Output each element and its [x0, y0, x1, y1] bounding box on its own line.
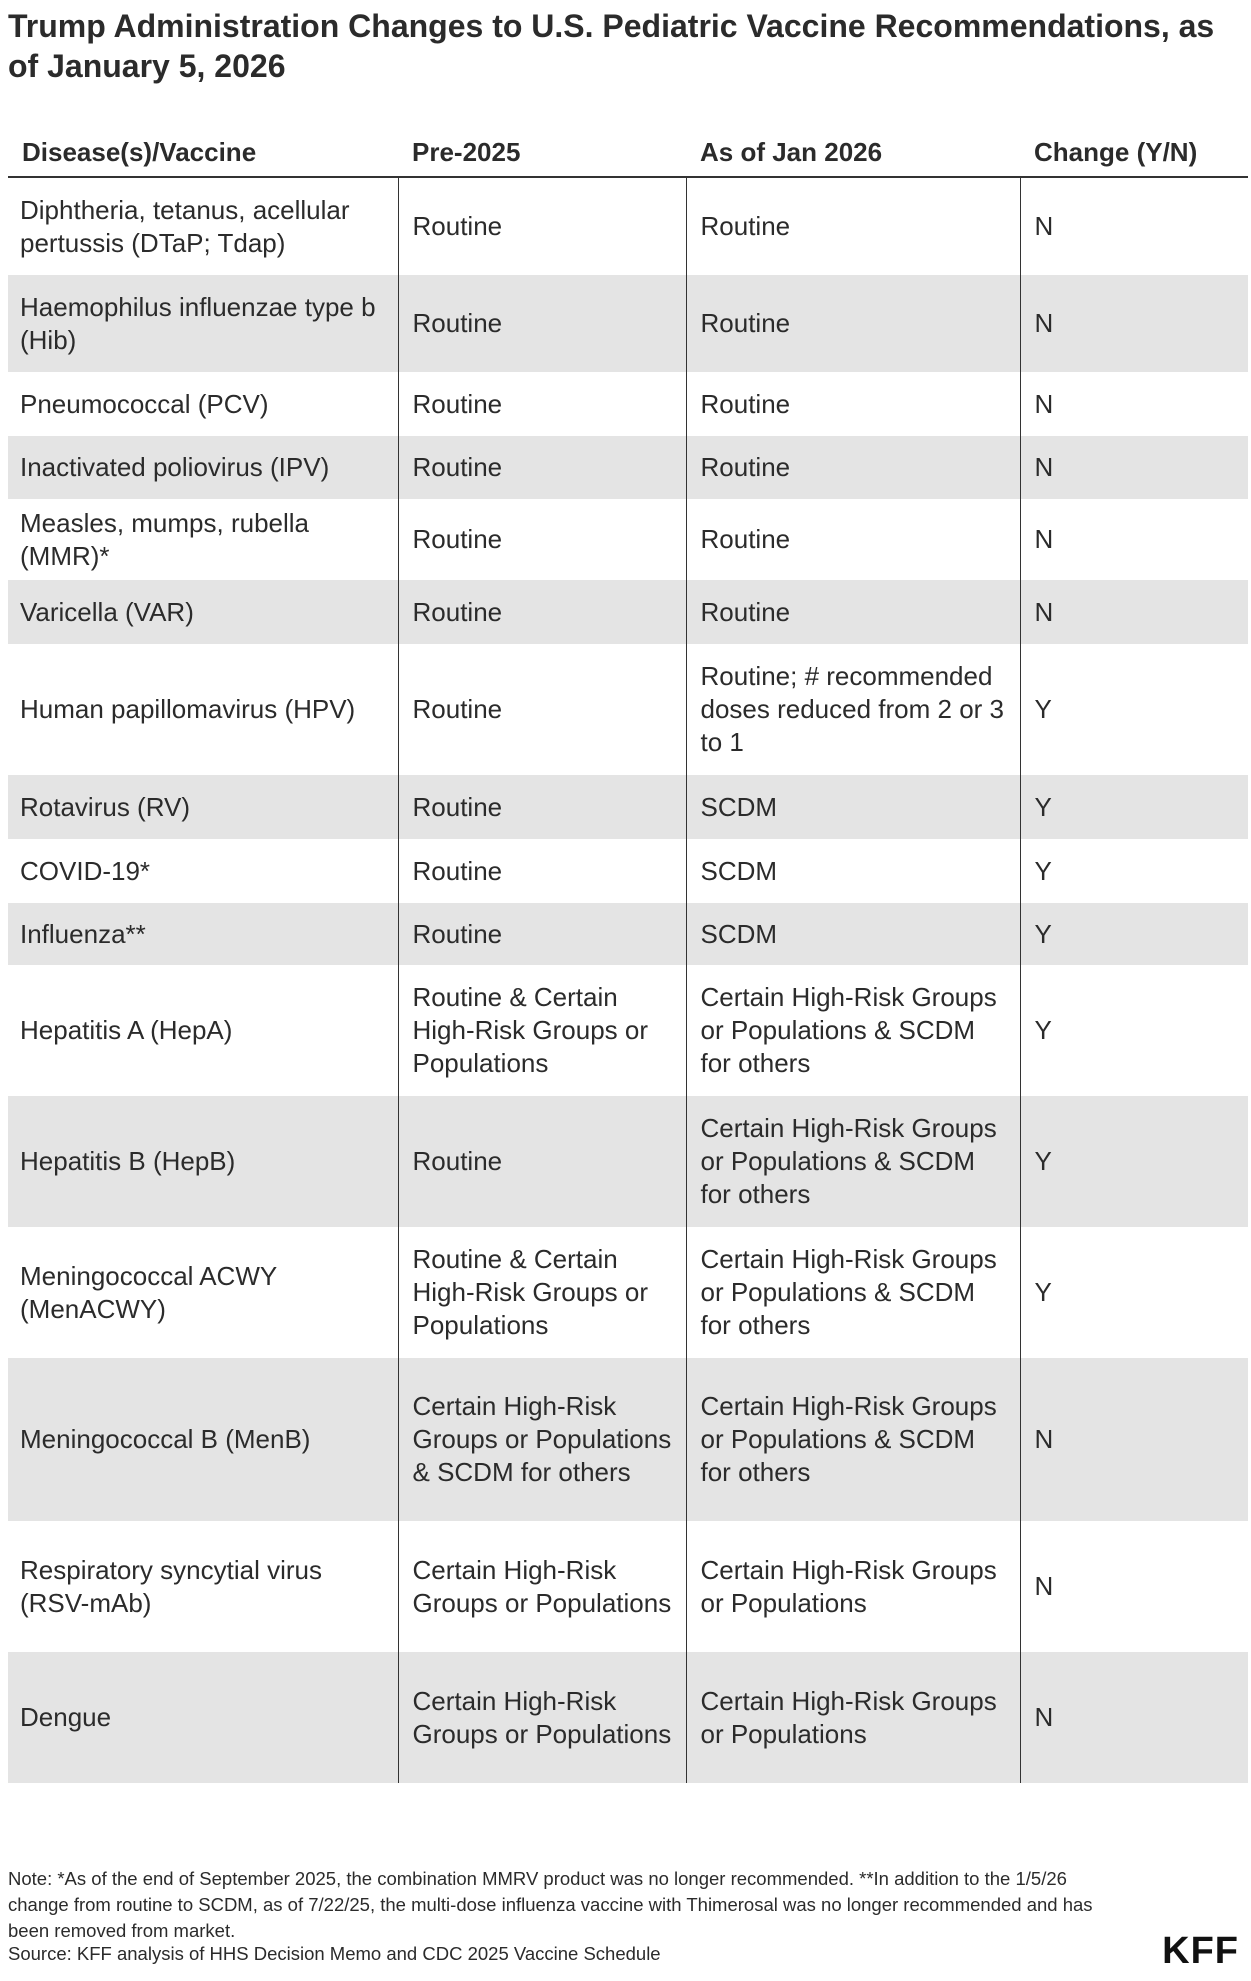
kff-logo: KFF [1162, 1930, 1239, 1972]
cell-disease: Inactivated poliovirus (IPV) [8, 436, 398, 499]
cell-change: Y [1020, 1227, 1248, 1358]
cell-pre-2025: Certain High-Risk Groups or Populations [398, 1652, 686, 1783]
cell-jan-2026: Certain High-Risk Groups or Populations & SCDM for others [686, 1227, 1020, 1358]
column-header-disease: Disease(s)/Vaccine [8, 128, 398, 177]
cell-change: Y [1020, 839, 1248, 903]
cell-jan-2026: Certain High-Risk Groups or Populations [686, 1521, 1020, 1652]
cell-disease: Rotavirus (RV) [8, 775, 398, 839]
table-row [8, 839, 1248, 903]
cell-jan-2026: Certain High-Risk Groups or Populations & SCDM for others [686, 965, 1020, 1096]
cell-jan-2026: Routine [686, 580, 1020, 644]
cell-change: Y [1020, 644, 1248, 775]
cell-change: N [1020, 275, 1248, 372]
cell-pre-2025: Routine [398, 275, 686, 372]
cell-pre-2025: Routine [398, 372, 686, 436]
cell-disease: Hepatitis A (HepA) [20, 1015, 233, 1045]
table-row [8, 275, 1248, 372]
chart-title: Trump Administration Changes to U.S. Pediatric Vaccine Recommendations, as of January 5, 2026 [8, 8, 1215, 84]
column-header-change: Change (Y/N) [1020, 128, 1248, 177]
table-body [8, 177, 1248, 1783]
cell-disease: Varicella (VAR) [8, 580, 398, 644]
cell-disease: Pneumococcal (PCV) [20, 388, 269, 419]
source-line: Source: KFF analysis of HHS Decision Memo and CDC 2025 Vaccine Schedule [8, 1943, 661, 1964]
table-row [8, 965, 1248, 1096]
cell-pre-2025: Certain High-Risk Groups or Populations [398, 1521, 686, 1652]
cell-disease: Hepatitis B (HepB) [8, 1096, 398, 1227]
cell-pre-2025: Routine [398, 436, 686, 499]
cell-disease: Human papillomavirus (HPV) [20, 694, 356, 724]
cell-jan-2026: SCDM [686, 839, 1020, 903]
cell-jan-2026: SCDM [686, 903, 1020, 965]
column-header-pre-2025: Pre-2025 [398, 128, 686, 177]
table-row [8, 1227, 1248, 1358]
cell-pre-2025: Routine [398, 903, 686, 965]
vaccine-table [8, 128, 1248, 1783]
cell-jan-2026: Routine [686, 372, 1020, 436]
cell-disease: Respiratory syncytial virus (RSV-mAb) [20, 1554, 322, 1618]
cell-change: Y [1020, 903, 1248, 965]
cell-jan-2026: SCDM [686, 775, 1020, 839]
cell-disease: Measles, mumps, rubella (MMR)* [20, 507, 309, 571]
cell-change: N [1020, 436, 1248, 499]
table-row [8, 644, 1248, 775]
cell-change: Y [1020, 965, 1248, 1096]
cell-pre-2025: Routine [398, 644, 686, 775]
cell-pre-2025: Certain High-Risk Groups or Populations & SCDM for others [398, 1358, 686, 1521]
cell-pre-2025: Routine & Certain High-Risk Groups or Populations [398, 965, 686, 1096]
cell-pre-2025: Routine & Certain High-Risk Groups or Populations [398, 1227, 686, 1358]
table-row [8, 1521, 1248, 1652]
footnote: Note: *As of the end of September 2025, the combination MMRV product was no longer recommended. **In addition to the 1/5/26 change from routine to SCDM, as of 7/22/25, the multi-dose influenza vaccine with Thimerosal was no longer recommended and has been removed from market. [8, 1868, 1093, 1941]
cell-change: N [1020, 1521, 1248, 1652]
cell-pre-2025: Routine [398, 580, 686, 644]
cell-disease: Dengue [8, 1652, 398, 1783]
cell-change: Y [1020, 775, 1248, 839]
cell-change: N [1020, 499, 1248, 580]
cell-disease: Influenza** [8, 903, 398, 965]
cell-change: N [1020, 177, 1248, 275]
table-row [8, 372, 1248, 436]
cell-jan-2026: Certain High-Risk Groups or Populations & SCDM for others [686, 1096, 1020, 1227]
table-row [8, 1096, 1248, 1227]
cell-disease: Meningococcal ACWY (MenACWY) [20, 1260, 277, 1324]
cell-jan-2026: Routine [686, 177, 1020, 275]
cell-jan-2026: Certain High-Risk Groups or Populations [686, 1652, 1020, 1783]
cell-pre-2025: Routine [398, 499, 686, 580]
cell-pre-2025: Routine [398, 177, 686, 275]
table-row [8, 1652, 1248, 1783]
table-row [8, 775, 1248, 839]
table-row [8, 1358, 1248, 1521]
cell-disease: Diphtheria, tetanus, acellular pertussis (DTaP; Tdap) [20, 194, 350, 258]
cell-jan-2026: Certain High-Risk Groups or Populations & SCDM for others [686, 1358, 1020, 1521]
cell-change: Y [1020, 1096, 1248, 1227]
cell-disease: Meningococcal B (MenB) [8, 1358, 398, 1521]
cell-pre-2025: Routine [398, 1096, 686, 1227]
table-row [8, 499, 1248, 580]
cell-pre-2025: Routine [398, 775, 686, 839]
cell-disease: Haemophilus influenzae type b (Hib) [8, 275, 398, 372]
cell-disease: COVID-19* [20, 855, 151, 886]
cell-change: N [1020, 372, 1248, 436]
cell-change: N [1020, 1652, 1248, 1783]
column-header-jan-2026: As of Jan 2026 [686, 128, 1020, 177]
table-row [8, 436, 1248, 499]
table-row [8, 580, 1248, 644]
cell-jan-2026: Routine [686, 499, 1020, 580]
cell-jan-2026: Routine [686, 436, 1020, 499]
cell-jan-2026: Routine; # recommended doses reduced from 2 or 3 to 1 [686, 644, 1020, 775]
cell-change: N [1020, 1358, 1248, 1521]
table-row [8, 177, 1248, 275]
cell-pre-2025: Routine [398, 839, 686, 903]
cell-change: N [1020, 580, 1248, 644]
cell-jan-2026: Routine [686, 275, 1020, 372]
table-header-row [8, 128, 1248, 177]
table-row [8, 903, 1248, 965]
